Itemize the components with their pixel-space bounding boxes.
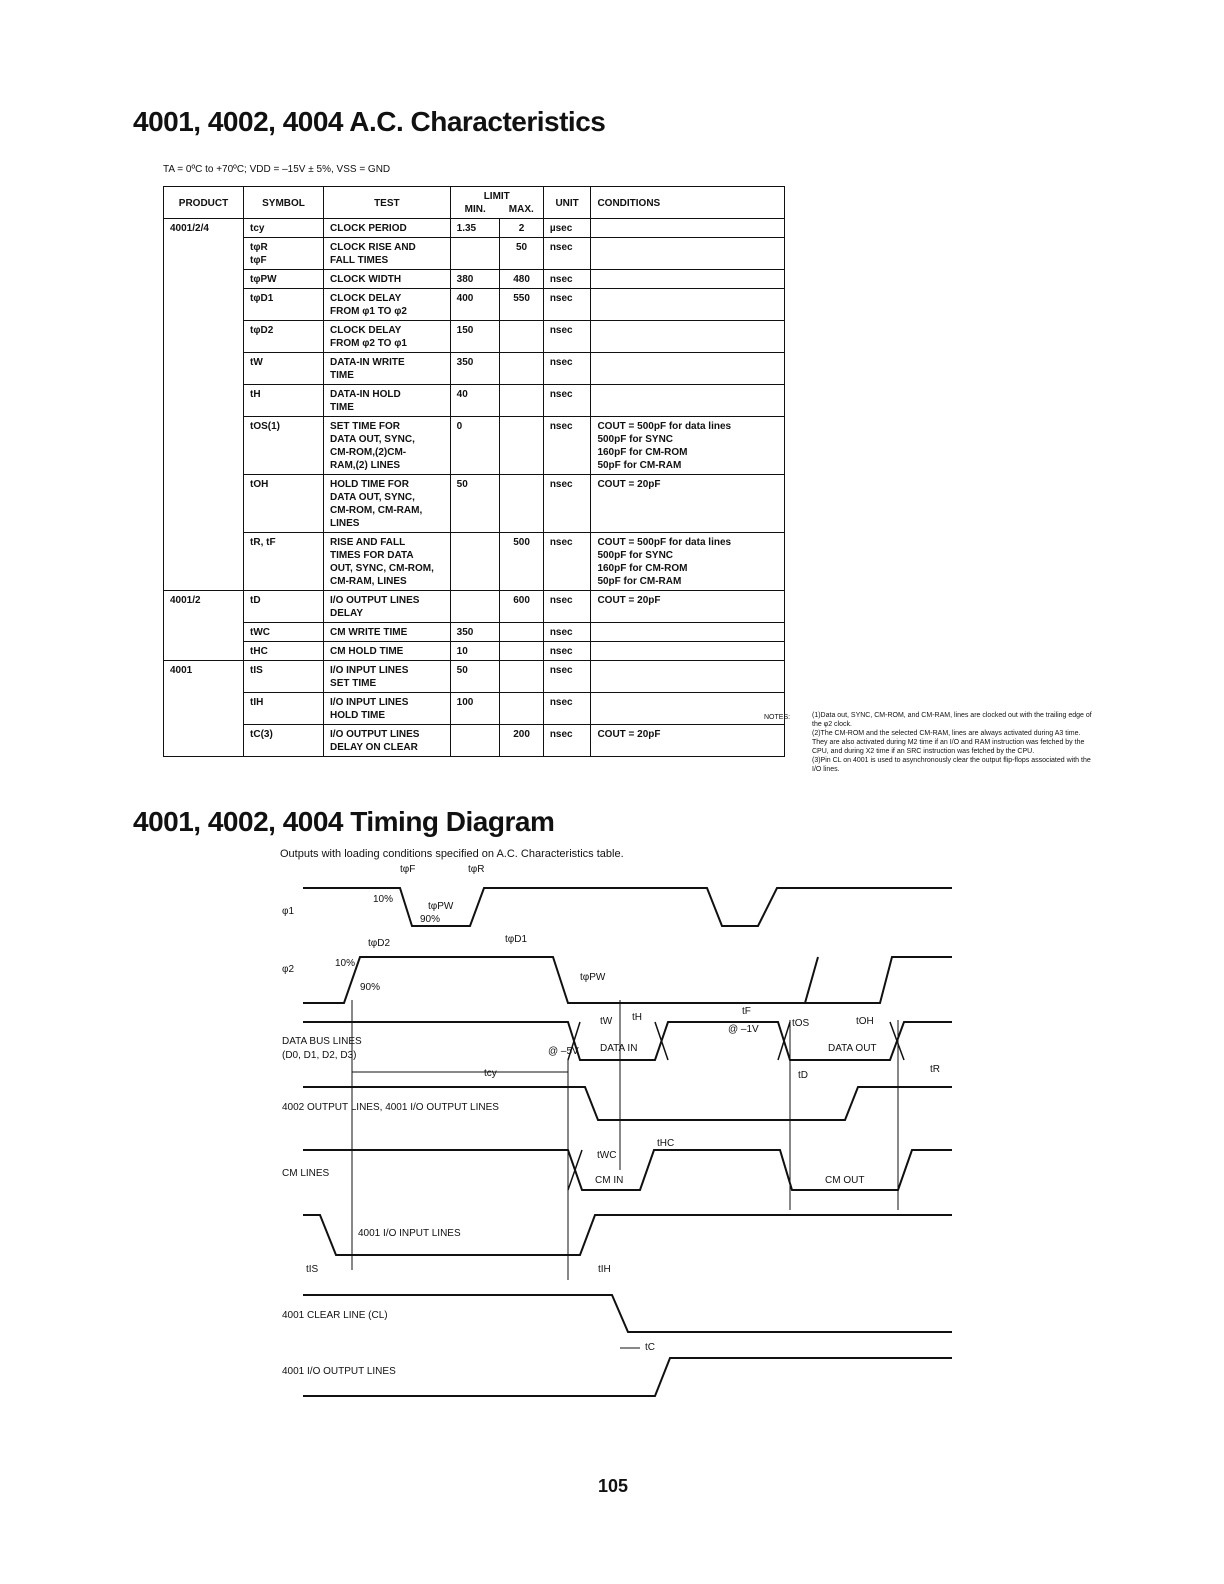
max-cell: 600 xyxy=(500,591,544,623)
io-output-label: 4001 I/O OUTPUT LINES xyxy=(282,1366,396,1377)
note-2: (2)The CM-ROM and the selected CM-RAM, lines are always activated during A3 time. They are also activated during M2 time if an I/O and RAM instruction was fetched by the CPU, and during X2 time if an SRC instruction was fetched by the CPU. xyxy=(812,730,1085,755)
unit-cell: µsec xyxy=(543,219,591,238)
timing-subtitle: Outputs with loading conditions specified on A.C. Characteristics table. xyxy=(280,848,624,860)
test-cell: SET TIME FOR DATA OUT, SYNC, CM-ROM,(2)CM- RAM,(2) LINES xyxy=(324,417,451,475)
test-cell: HOLD TIME FOR DATA OUT, SYNC, CM-ROM, CM-RAM, LINES xyxy=(324,475,451,533)
symbol-cell: tφD2 xyxy=(244,321,324,353)
data-bus-label: DATA BUS LINES xyxy=(282,1036,362,1047)
tIS-label: tIS xyxy=(306,1264,319,1275)
conditions-cell: COUT = 500pF for data lines 500pF for SYNC 160pF for CM-ROM 50pF for CM-RAM xyxy=(591,533,785,591)
header-symbol: SYMBOL xyxy=(244,187,324,219)
cm-in-label: CM IN xyxy=(595,1175,624,1186)
max-cell: 50 xyxy=(500,238,544,270)
symbol-cell: tWC xyxy=(244,623,324,642)
io-output-waveform xyxy=(303,1358,952,1396)
tWC-label: tWC xyxy=(597,1150,617,1161)
min-cell: 40 xyxy=(450,385,500,417)
test-cell: CM HOLD TIME xyxy=(324,642,451,661)
tphiD2-label: tφD2 xyxy=(368,938,391,949)
unit-cell: nsec xyxy=(543,642,591,661)
min-cell: 1.35 xyxy=(450,219,500,238)
unit-cell: nsec xyxy=(543,623,591,642)
conditions-cell: COUT = 20pF xyxy=(591,591,785,623)
symbol-cell: tOS(1) xyxy=(244,417,324,475)
waveforms xyxy=(303,888,952,1396)
conditions-cell: COUT = 20pF xyxy=(591,725,785,757)
symbol-cell: tHC xyxy=(244,642,324,661)
header-max: MAX. xyxy=(500,203,544,219)
tphiF-label: tφF xyxy=(400,864,416,875)
tphiD1-label: tφD1 xyxy=(505,934,528,945)
pct10a-label: 10% xyxy=(373,894,394,905)
test-cell: I/O OUTPUT LINES DELAY ON CLEAR xyxy=(324,725,451,757)
min-cell: 350 xyxy=(450,353,500,385)
header-product: PRODUCT xyxy=(164,187,244,219)
tphiR-label: tφR xyxy=(468,864,485,875)
data-bus-sub-label: (D0, D1, D2, D3) xyxy=(282,1050,357,1061)
at1v-label: @ –1V xyxy=(728,1024,759,1035)
symbol-cell: tW xyxy=(244,353,324,385)
min-cell: 400 xyxy=(450,289,500,321)
unit-cell: nsec xyxy=(543,693,591,725)
output-lines-label: 4002 OUTPUT LINES, 4001 I/O OUTPUT LINES xyxy=(282,1102,499,1113)
max-cell: 480 xyxy=(500,270,544,289)
unit-cell: nsec xyxy=(543,353,591,385)
test-cell: CM WRITE TIME xyxy=(324,623,451,642)
at5v-label: @ –5V xyxy=(548,1046,579,1057)
symbol-cell: tIS xyxy=(244,661,324,693)
clear-line-label: 4001 CLEAR LINE (CL) xyxy=(282,1310,388,1321)
tIH-label: tIH xyxy=(598,1264,611,1275)
input-lines-label: 4001 I/O INPUT LINES xyxy=(358,1228,461,1239)
phi1-label: φ1 xyxy=(282,906,295,917)
product-cell: 4001/2/4 xyxy=(164,219,244,238)
pct10b-label: 10% xyxy=(335,958,356,969)
symbol-cell: tH xyxy=(244,385,324,417)
min-cell: 350 xyxy=(450,623,500,642)
unit-cell: nsec xyxy=(543,417,591,475)
unit-cell: nsec xyxy=(543,238,591,270)
symbol-cell: tcy xyxy=(244,219,324,238)
tD-label: tD xyxy=(798,1070,808,1081)
ac-title: 4001, 4002, 4004 A.C. Characteristics xyxy=(133,106,606,137)
unit-cell: nsec xyxy=(543,475,591,533)
symbol-cell: tφPW xyxy=(244,270,324,289)
tF-label: tF xyxy=(742,1006,751,1017)
note-3: (3)Pin CL on 4001 is used to asynchronously clear the output flip-flops associated with the I/O lines. xyxy=(812,757,1091,773)
symbol-cell: tR, tF xyxy=(244,533,324,591)
test-cell: CLOCK WIDTH xyxy=(324,270,451,289)
symbol-cell: tIH xyxy=(244,693,324,725)
test-cell: RISE AND FALL TIMES FOR DATA OUT, SYNC, CM-ROM, CM-RAM, LINES xyxy=(324,533,451,591)
cm-lines-label: CM LINES xyxy=(282,1168,330,1179)
max-cell: 200 xyxy=(500,725,544,757)
test-cell: DATA-IN WRITE TIME xyxy=(324,353,451,385)
tcy-label: tcy xyxy=(484,1068,497,1079)
unit-cell: nsec xyxy=(543,270,591,289)
tOS-label: tOS xyxy=(792,1018,810,1029)
timing-title: 4001, 4002, 4004 Timing Diagram xyxy=(133,806,555,837)
ac-conditions: TA = 0ºC to +70ºC; VDD = –15V ± 5%, VSS = GND xyxy=(163,164,391,175)
test-cell: CLOCK RISE AND FALL TIMES xyxy=(324,238,451,270)
tHC-label: tHC xyxy=(657,1138,675,1149)
tH-label: tH xyxy=(632,1012,642,1023)
pct90a-label: 90% xyxy=(420,914,441,925)
product-cell: 4001 xyxy=(164,661,244,693)
symbol-cell: tφR tφF xyxy=(244,238,324,270)
unit-cell: nsec xyxy=(543,725,591,757)
header-min: MIN. xyxy=(450,203,500,219)
clear-line-waveform xyxy=(303,1295,952,1332)
test-cell: I/O OUTPUT LINES DELAY xyxy=(324,591,451,623)
test-cell: I/O INPUT LINES HOLD TIME xyxy=(324,693,451,725)
unit-cell: nsec xyxy=(543,385,591,417)
test-cell: I/O INPUT LINES SET TIME xyxy=(324,661,451,693)
min-cell: 0 xyxy=(450,417,500,475)
header-conditions: CONDITIONS xyxy=(591,187,785,219)
tW-label: tW xyxy=(600,1016,613,1027)
tC-label: tC xyxy=(645,1342,655,1353)
max-cell: 500 xyxy=(500,533,544,591)
tphiPW2-label: tφPW xyxy=(580,972,606,983)
unit-cell: nsec xyxy=(543,321,591,353)
symbol-cell: tφD1 xyxy=(244,289,324,321)
min-cell: 50 xyxy=(450,661,500,693)
unit-cell: nsec xyxy=(543,591,591,623)
symbol-cell: tC(3) xyxy=(244,725,324,757)
header-unit: UNIT xyxy=(543,187,591,219)
phi1-waveform xyxy=(303,888,952,926)
conditions-cell: COUT = 500pF for data lines 500pF for SYNC 160pF for CM-ROM 50pF for CM-RAM xyxy=(591,417,785,475)
test-cell: CLOCK DELAY FROM φ2 TO φ1 xyxy=(324,321,451,353)
min-cell: 150 xyxy=(450,321,500,353)
symbol-cell: tD xyxy=(244,591,324,623)
conditions-cell: COUT = 20pF xyxy=(591,475,785,533)
cm-out-label: CM OUT xyxy=(825,1175,865,1186)
data-out-label: DATA OUT xyxy=(828,1043,877,1054)
tphiPW-label: tφPW xyxy=(428,901,454,912)
symbol-cell: tOH xyxy=(244,475,324,533)
product-cell: 4001/2 xyxy=(164,591,244,623)
test-cell: CLOCK PERIOD xyxy=(324,219,451,238)
max-cell: 2 xyxy=(500,219,544,238)
unit-cell: nsec xyxy=(543,533,591,591)
min-cell: 380 xyxy=(450,270,500,289)
tOH-label: tOH xyxy=(856,1016,874,1027)
phi2-label: φ2 xyxy=(282,964,295,975)
phi2-waveform xyxy=(303,957,952,1003)
notes-label: NOTES: xyxy=(764,714,791,721)
header-test: TEST xyxy=(324,187,451,219)
page-number: 105 xyxy=(598,1476,629,1496)
max-cell: 550 xyxy=(500,289,544,321)
tR-label: tR xyxy=(930,1064,940,1075)
note-1: (1)Data out, SYNC, CM-ROM, and CM-RAM, lines are clocked out with the trailing edge of the φ2 clock. xyxy=(812,712,1092,728)
data-in-label: DATA IN xyxy=(600,1043,638,1054)
pct90b-label: 90% xyxy=(360,982,381,993)
min-cell: 10 xyxy=(450,642,500,661)
unit-cell: nsec xyxy=(543,661,591,693)
test-cell: DATA-IN HOLD TIME xyxy=(324,385,451,417)
min-cell: 100 xyxy=(450,693,500,725)
data-bus-waveform xyxy=(303,1022,952,1060)
unit-cell: nsec xyxy=(543,289,591,321)
header-limit: LIMIT xyxy=(450,187,543,204)
test-cell: CLOCK DELAY FROM φ1 TO φ2 xyxy=(324,289,451,321)
min-cell: 50 xyxy=(450,475,500,533)
